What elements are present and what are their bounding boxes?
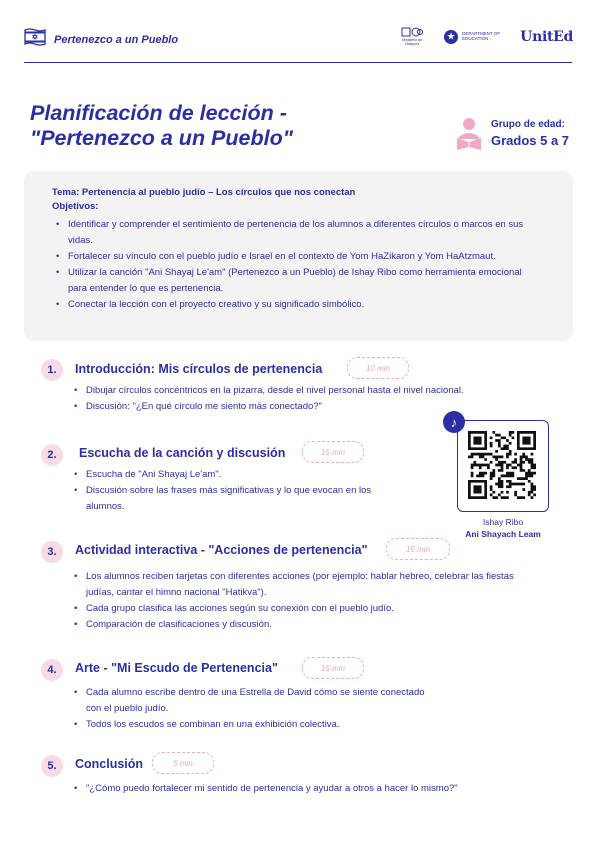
list-item: • Dibujar círculos concéntricos en la pizarra, desde el nivel personal hasta el nivel nacional.: [74, 383, 534, 399]
step-number: 4.: [41, 659, 63, 681]
header-divider: [24, 62, 572, 63]
step-number: 1.: [41, 359, 63, 381]
list-item: • Los alumnos reciben tarjetas con diferentes acciones (por ejemplo: hablar hebreo, celebrar las fiestas judías, cantar el himno nacional "Hatikva").: [74, 569, 540, 601]
list-item: • Cada alumno escribe dentro de una Estrella de David cómo se siente conectado con el pueblo judío.: [74, 685, 434, 717]
section-title: Actividad interactiva - "Acciones de pertenencia": [75, 543, 368, 557]
ministry-logo: Ministerio de Diáspora: [395, 27, 429, 47]
qr-caption-song: Ani Shayach Leam: [465, 529, 541, 539]
step-number: 5.: [41, 755, 63, 777]
qr-code-frame[interactable]: [457, 420, 549, 512]
list-item: • Discusión: "¿En qué círculo me siento más conectado?": [74, 399, 534, 415]
israel-flag-icon: [24, 28, 46, 46]
qr-code-icon[interactable]: [468, 431, 536, 499]
step-number: 2.: [41, 444, 63, 466]
brand-title: Pertenezco a un Pueblo: [54, 34, 179, 46]
list-item: • Cada grupo clasifica las acciones según su conexión con el pueblo judío.: [74, 601, 540, 617]
section-title: Escucha de la canción y discusión: [79, 446, 286, 460]
list-item: • Discusión sobre las frases más significativas y lo que evocan en los alumnos.: [74, 483, 404, 515]
partner-logos: [395, 27, 573, 47]
music-note-icon: ♪: [443, 411, 465, 433]
list-item: • Escucha de "Ani Shayaj Le'am".: [74, 467, 404, 483]
topic-theme: Tema: Pertenencia al pueblo judío – Los círculos que nos conectan: [52, 187, 356, 198]
time-badge: 15 min: [302, 657, 364, 679]
list-item: • Comparación de clasificaciones y discusión.: [74, 617, 540, 633]
section-list: [74, 685, 434, 733]
doe-star-icon: [443, 29, 459, 45]
student-reading-icon: [455, 117, 483, 151]
page-title: Planificación de lección - "Pertenezco a un Pueblo": [30, 101, 293, 150]
age-group-value: Grados 5 a 7: [491, 133, 570, 148]
list-item: • Conectar la lección con el proyecto creativo y su significado simbólico.: [56, 297, 536, 313]
list-item: • Identificar y comprender el sentimiento de pertenencia de los alumnos a diferentes círculos o marcos en sus vidas.: [56, 217, 536, 249]
list-item: • Utilizar la canción "Ani Shayaj Le'am" (Pertenezco a un Pueblo) de Ishay Ribo como herramienta emocional para entender lo que es pertenencia.: [56, 265, 536, 297]
qr-modules: [468, 431, 536, 499]
united-logo: UnitEd: [520, 28, 573, 45]
list-item: • "¿Cómo puedo fortalecer mi sentido de pertenencia y ayudar a otros a hacer lo mismo?": [74, 781, 554, 797]
section-list: [74, 467, 404, 515]
time-badge: 10 min: [347, 357, 409, 379]
step-number: 3.: [41, 541, 63, 563]
age-group-label: Grupo de edad:: [491, 119, 565, 130]
section-title: Arte - "Mi Escudo de Pertenencia": [75, 661, 278, 675]
time-badge: 15 min: [386, 538, 450, 560]
list-item: • Fortalecer su vínculo con el pueblo judío e Israel en el contexto de Yom HaZikaron y Yom HaAtzmaut.: [56, 249, 536, 265]
time-badge: 5 min: [152, 752, 214, 774]
qr-caption-artist: Ishay Ribo: [482, 517, 524, 527]
section-title: Introducción: Mis círculos de pertenencia: [75, 362, 323, 376]
time-badge: 15 min: [302, 441, 364, 463]
objectives-list: [56, 217, 536, 313]
section-list: [74, 383, 534, 415]
ministry-emblem-icon: [401, 27, 423, 37]
list-item: • Todos los escudos se combinan en una exhibición colectiva.: [74, 717, 434, 733]
section-title: Conclusión: [75, 757, 144, 771]
objectives-label: Objetivos:: [52, 201, 99, 212]
section-list: [74, 781, 554, 797]
section-list: [74, 569, 540, 633]
doe-logo: DEPARTMENT OF EDUCATION: [443, 29, 506, 45]
